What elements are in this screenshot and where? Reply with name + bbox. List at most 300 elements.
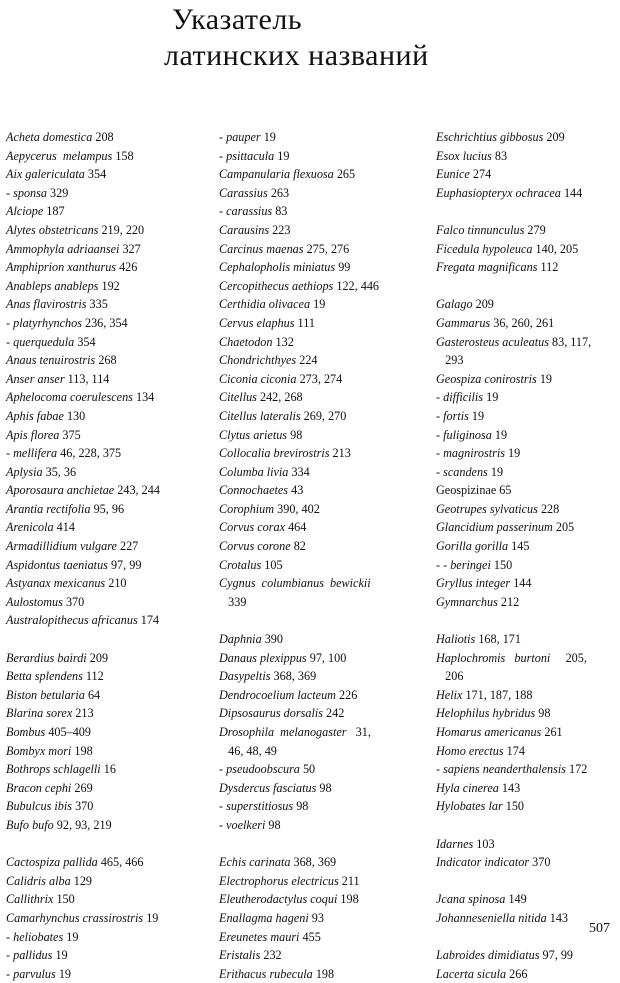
page-refs: 390, 402 <box>274 501 320 516</box>
species-name: Cervus elaphus <box>219 315 295 330</box>
index-entry <box>219 667 419 686</box>
species-name: Bracon cephi <box>6 780 72 795</box>
species-name: Aspidontus taeniatus <box>6 557 108 572</box>
species-name: - pseudoobscura <box>219 762 300 777</box>
page-refs: 275, 276 <box>303 241 350 256</box>
page-refs: 98 <box>287 427 303 442</box>
species-name: Astyanax mexicanus <box>6 576 106 591</box>
species-name: Echis carinata <box>219 855 291 870</box>
page-refs: 19 <box>52 948 68 963</box>
index-entry <box>219 481 419 500</box>
index-entry <box>219 686 419 705</box>
index-entry <box>6 574 211 593</box>
index-entry <box>6 333 211 352</box>
index-entry <box>436 481 620 500</box>
index-entry <box>436 556 620 575</box>
species-name: Idarnes <box>436 836 474 851</box>
page-refs: 19 <box>143 910 159 925</box>
page-refs: 172 <box>566 762 588 777</box>
index-entry <box>219 500 419 519</box>
species-name: Helophilus hybridus <box>436 706 536 721</box>
page-refs: 97, 99 <box>107 557 142 572</box>
index-entry <box>6 723 211 742</box>
page-refs: 140, 205 <box>532 241 579 256</box>
species-name: - - beringei <box>436 557 491 572</box>
species-name: Falco tinnunculus <box>436 222 525 237</box>
index-entry <box>6 704 211 723</box>
index-entry <box>219 872 419 891</box>
title-line-1: Указатель <box>172 3 303 36</box>
index-entry <box>6 463 211 482</box>
index-entry <box>6 816 211 835</box>
species-name: Gorilla gorilla <box>436 539 509 554</box>
species-name: Cephalopholis miniatus <box>219 260 336 275</box>
page-refs: 19 <box>536 371 553 386</box>
index-entry <box>436 165 620 184</box>
species-name: Bombyx mori <box>6 743 72 758</box>
species-name: Berardius bairdi <box>6 650 87 665</box>
species-name: - pallidus <box>6 948 53 963</box>
page-refs: 95, 96 <box>90 501 125 516</box>
page-refs: 134 <box>132 390 155 405</box>
species-name: Corvus corax <box>219 520 286 535</box>
index-column-3 <box>436 128 620 983</box>
index-entry <box>436 723 620 742</box>
index-entry <box>436 760 620 779</box>
page-number: 507 <box>589 921 610 936</box>
page-refs: 82 <box>290 539 306 554</box>
species-name: Betta splendens <box>6 669 83 684</box>
page-refs: 64 <box>84 687 101 702</box>
page-refs: 158 <box>112 148 134 163</box>
index-entry <box>436 518 620 537</box>
page-refs: 335 <box>86 297 108 312</box>
page-refs: 103 <box>473 836 495 851</box>
species-name: Clytus arietus <box>219 427 288 442</box>
species-name: Citellus lateralis <box>219 408 301 423</box>
index-group-gap <box>6 630 211 649</box>
index-group-gap <box>436 611 620 630</box>
species-name: Australopithecus africanus <box>6 613 138 628</box>
page-refs: 149 <box>505 892 527 907</box>
index-entry <box>6 258 211 277</box>
species-name: Hyla cinerea <box>436 780 499 795</box>
page-refs: 83 <box>272 204 288 219</box>
species-name: Electrophorus electricus <box>219 873 339 888</box>
species-name: Connochaetes <box>219 483 289 498</box>
index-entry <box>6 667 211 686</box>
index-entry <box>436 463 620 482</box>
index-entry <box>219 593 419 612</box>
page-refs: 98 <box>316 780 332 795</box>
index-entry <box>436 351 620 370</box>
page-refs: 327 <box>119 241 141 256</box>
page-refs: 144 <box>560 185 583 200</box>
index-entry <box>6 351 211 370</box>
index-entry <box>6 946 211 965</box>
index-entry <box>219 630 419 649</box>
page-refs: 223 <box>269 222 291 237</box>
index-entry <box>6 370 211 389</box>
species-name: Galago <box>436 297 473 312</box>
index-entry <box>436 667 620 686</box>
species-name: Eleutherodactylus coqui <box>219 892 338 907</box>
species-name: Campanularia flexuosa <box>219 167 334 182</box>
index-entry <box>6 240 211 259</box>
page-refs: 192 <box>98 278 120 293</box>
species-name: Calidris alba <box>6 873 71 888</box>
page-refs: 113, 114 <box>64 371 110 386</box>
species-name: Alciope <box>6 204 44 219</box>
page-refs: 187 <box>43 204 65 219</box>
species-name: - heliobates <box>6 929 64 944</box>
species-name: Bombus <box>6 725 46 739</box>
index-entry <box>6 128 211 147</box>
page-refs: 465, 466 <box>97 855 144 870</box>
page-refs: 174 <box>503 743 525 758</box>
page-refs: 227 <box>116 539 139 554</box>
index-entry <box>436 853 620 872</box>
page-refs: 112 <box>537 260 559 275</box>
index-entry <box>6 890 211 909</box>
index-entry <box>219 426 419 445</box>
page-refs: 83, 117, <box>548 334 592 349</box>
index-entry <box>219 928 419 947</box>
index-entry <box>436 965 620 983</box>
species-name: - pauper <box>219 130 261 144</box>
species-name: Jcana spinosa <box>436 892 506 907</box>
species-name: - parvulus <box>6 966 56 981</box>
species-name: Danaus plexippus <box>219 650 307 665</box>
species-name: Johanneseniella nitida <box>436 910 547 925</box>
index-entry <box>6 872 211 891</box>
page-refs: 132 <box>272 334 294 349</box>
index-entry <box>6 518 211 537</box>
page-refs: 19 <box>504 446 521 461</box>
index-entry <box>6 314 211 333</box>
index-entry <box>6 760 211 779</box>
page-refs: 98 <box>293 799 309 814</box>
index-entry <box>6 928 211 947</box>
page-refs: 209 <box>86 650 109 665</box>
species-name: Aplysia <box>6 464 43 479</box>
species-name: Dendrocoelium lacteum <box>219 687 336 702</box>
index-entry <box>6 388 211 407</box>
species-name: Aporosaura anchietae <box>6 483 115 498</box>
index-entry <box>436 333 620 352</box>
index-entry <box>219 258 419 277</box>
species-name: Cercopithecus aethiops <box>219 278 334 293</box>
page-refs: 370 <box>72 799 94 814</box>
page-refs: 236, 354 <box>81 315 128 330</box>
page-refs: 198 <box>312 966 335 981</box>
species-name: Ammophyla adriaansei <box>6 241 120 256</box>
page-refs: 43 <box>288 483 304 498</box>
index-entry <box>219 723 419 742</box>
species-name: - platyrhynchos <box>6 315 82 330</box>
species-name: - sapiens neanderthalensis <box>436 762 566 777</box>
index-entry <box>219 388 419 407</box>
species-name: Esox lucius <box>436 148 492 163</box>
index-entry <box>219 463 419 482</box>
page-refs: 145 <box>508 539 530 554</box>
page-refs: 97, 99 <box>539 948 574 963</box>
species-name: - superstitiosus <box>219 799 294 814</box>
page-refs: Geospizinae 65 <box>436 483 512 498</box>
page-refs: 198 <box>71 743 93 758</box>
species-name: Dipsosaurus dorsalis <box>219 706 323 721</box>
index-entry <box>6 742 211 761</box>
species-name: Eschrichtius gibbosus <box>436 130 544 144</box>
index-entry <box>436 370 620 389</box>
page-refs: 16 <box>100 762 116 777</box>
index-entry <box>436 649 620 668</box>
index-entry <box>436 797 620 816</box>
index-entry <box>436 500 620 519</box>
page-refs: 228 <box>537 501 560 516</box>
index-entry <box>6 909 211 928</box>
page-refs: 99 <box>335 260 351 275</box>
index-entry <box>436 128 620 147</box>
index-entry <box>219 574 419 593</box>
page-refs: 370 <box>62 594 85 609</box>
page-refs: 19 <box>483 390 499 405</box>
species-name: Aulostomus <box>6 594 63 609</box>
species-name: Ciconia ciconia <box>219 371 297 386</box>
index-group-gap <box>436 202 620 221</box>
species-name: Cactospiza pallida <box>6 855 98 870</box>
species-name: Gymnarchus <box>436 594 498 609</box>
page-refs: 205 <box>552 520 575 535</box>
index-entry <box>219 816 419 835</box>
species-name: Chondrichthyes <box>219 353 297 368</box>
page-refs: 150 <box>502 799 525 814</box>
index-entry <box>436 742 620 761</box>
page-refs: 375 <box>59 427 81 442</box>
index-group-gap <box>436 277 620 296</box>
species-name: - scandens <box>436 464 488 479</box>
page-refs: 46, 48, 49 <box>219 743 277 758</box>
page-refs: 266 <box>506 966 528 981</box>
index-entry <box>436 258 620 277</box>
species-name: Amphiprion xanthurus <box>6 260 117 275</box>
species-name: Dasypeltis <box>219 669 271 684</box>
species-name: Homarus americanus <box>436 725 542 739</box>
index-entry <box>219 742 419 761</box>
page-refs: 455 <box>299 929 321 944</box>
page-refs: 269, 270 <box>300 408 347 423</box>
species-name: Homo erectus <box>436 743 504 758</box>
page-refs: 354 <box>84 167 107 182</box>
index-group-gap <box>219 835 419 854</box>
species-name: Gasterosteus aculeatus <box>436 334 549 349</box>
index-entry <box>6 147 211 166</box>
page-refs: 19 <box>55 966 71 981</box>
page-refs: 83 <box>491 148 508 163</box>
page-refs: 112 <box>82 669 104 684</box>
species-name: Daphnia <box>219 632 262 647</box>
index-column-2 <box>219 128 419 983</box>
index-entry <box>219 295 419 314</box>
species-name: Erithacus rubecula <box>219 966 313 981</box>
page-refs: 19 <box>491 427 508 442</box>
index-entry <box>219 909 419 928</box>
index-entry <box>219 202 419 221</box>
page-refs: 232 <box>260 948 282 963</box>
index-entry <box>436 444 620 463</box>
index-entry <box>436 890 620 909</box>
index-entry <box>436 314 620 333</box>
species-name: Crotalus <box>219 557 262 572</box>
page-refs: 390 <box>261 632 283 647</box>
title-line-2: латинских названий <box>164 39 429 72</box>
index-entry <box>436 407 620 426</box>
page-refs: 105 <box>261 557 283 572</box>
page-refs: 46, 228, 375 <box>57 446 122 461</box>
page-refs: 205, <box>550 650 587 665</box>
species-name: Aix galericulata <box>6 167 85 182</box>
index-entry <box>6 686 211 705</box>
index-entry <box>6 184 211 203</box>
page-refs: 219, 220 <box>98 222 145 237</box>
page-refs: 31, <box>346 725 371 739</box>
page-refs: 130 <box>63 408 86 423</box>
index-entry <box>219 760 419 779</box>
species-name: Anser anser <box>6 371 65 386</box>
page-refs: 174 <box>137 613 160 628</box>
page-refs: 273, 274 <box>296 371 343 386</box>
species-name: Geotrupes sylvaticus <box>436 501 538 516</box>
index-entry <box>6 797 211 816</box>
index-entry <box>6 500 211 519</box>
page-refs: 19 <box>274 148 290 163</box>
page-refs: 339 <box>219 594 247 609</box>
index-entry <box>6 426 211 445</box>
page-refs: 97, 100 <box>306 650 347 665</box>
index-entry <box>436 295 620 314</box>
page-refs: 150 <box>53 892 75 907</box>
species-name: Bubulcus ibis <box>6 799 73 814</box>
index-entry <box>436 426 620 445</box>
page-refs: 370 <box>529 855 551 870</box>
species-name: Collocalia brevirostris <box>219 446 330 461</box>
page-refs: 213 <box>72 706 94 721</box>
species-name: Eunice <box>436 167 470 182</box>
species-name: Glancidium passerinum <box>436 520 553 535</box>
page-refs: 224 <box>296 353 318 368</box>
index-group-gap <box>219 611 419 630</box>
species-name: Anaus tenuirostris <box>6 353 96 368</box>
page-refs: 263 <box>267 185 290 200</box>
index-entry <box>436 779 620 798</box>
species-name: - difficilis <box>436 390 484 405</box>
page-refs: 293 <box>436 353 464 368</box>
species-name: Armadillidium vulgare <box>6 539 117 554</box>
species-name: Fregata magnificans <box>436 260 538 275</box>
page-refs: 19 <box>63 929 79 944</box>
index-entry <box>219 184 419 203</box>
species-name: Arenicola <box>6 520 54 535</box>
index-entry <box>219 314 419 333</box>
page-refs: 198 <box>337 892 359 907</box>
index-entry <box>6 165 211 184</box>
species-name: Euphasiopteryx ochracea <box>436 185 561 200</box>
page-refs: 208 <box>92 130 114 144</box>
page-refs: 19 <box>487 464 504 479</box>
species-name: Helix <box>436 687 463 702</box>
page-refs: 405–409 <box>45 725 91 739</box>
page-refs: 35, 36 <box>42 464 77 479</box>
page-refs: 242, 268 <box>256 390 303 405</box>
species-name: Aphelocoma coerulescens <box>6 390 133 405</box>
species-name: - sponsa <box>6 185 47 200</box>
species-name: Gammarus <box>436 315 491 330</box>
index-column-1 <box>6 128 211 983</box>
species-name: Carcinus maenas <box>219 241 304 256</box>
index-entry <box>436 835 620 854</box>
index-entry <box>219 221 419 240</box>
index-entry <box>436 388 620 407</box>
index-entry <box>219 649 419 668</box>
index-entry <box>219 333 419 352</box>
index-entry <box>6 481 211 500</box>
page-refs: 19 <box>468 408 485 423</box>
species-name: - magnirostris <box>436 446 505 461</box>
species-name: Enallagma hageni <box>219 910 309 925</box>
page-refs: 150 <box>490 557 513 572</box>
index-entry <box>219 537 419 556</box>
species-name: Ficedula hypoleuca <box>436 241 533 256</box>
index-entry <box>219 165 419 184</box>
species-name: Aphis fabae <box>6 408 64 423</box>
index-entry <box>436 630 620 649</box>
index-entry <box>436 574 620 593</box>
page-refs: 242 <box>322 706 345 721</box>
species-name: - psittacula <box>219 148 275 163</box>
species-name: Arantia rectifolia <box>6 501 91 516</box>
page-refs: 226 <box>336 687 358 702</box>
index-entry <box>219 704 419 723</box>
page-refs: 209 <box>472 297 494 312</box>
index-entry <box>6 556 211 575</box>
index-entry <box>6 649 211 668</box>
species-name: Bothrops schlagelli <box>6 762 101 777</box>
species-name: Lacerta sicula <box>436 966 507 981</box>
page-refs: 92, 93, 219 <box>53 817 112 832</box>
page-refs: 210 <box>105 576 127 591</box>
page-refs: 334 <box>288 464 310 479</box>
index-entry <box>436 704 620 723</box>
species-name: Indicator indicator <box>436 855 530 870</box>
page-refs: 265 <box>333 167 356 182</box>
index-entry <box>6 965 211 983</box>
index-entry <box>6 537 211 556</box>
page-refs: 19 <box>260 130 276 144</box>
species-name: Cygnus columbianus bewickii <box>219 576 371 591</box>
species-name: Chaetodon <box>219 334 273 349</box>
page-refs: 144 <box>510 576 532 591</box>
species-name: Corophium <box>219 501 275 516</box>
page-refs: 464 <box>285 520 307 535</box>
page-refs: 122, 446 <box>333 278 379 293</box>
page-refs: 211 <box>338 873 360 888</box>
index-entry <box>6 202 211 221</box>
species-name: Haliotis <box>436 632 476 647</box>
page-refs: 98 <box>265 817 281 832</box>
page-refs: 269 <box>71 780 93 795</box>
species-name: - carassius <box>219 204 273 219</box>
index-entry <box>219 351 419 370</box>
